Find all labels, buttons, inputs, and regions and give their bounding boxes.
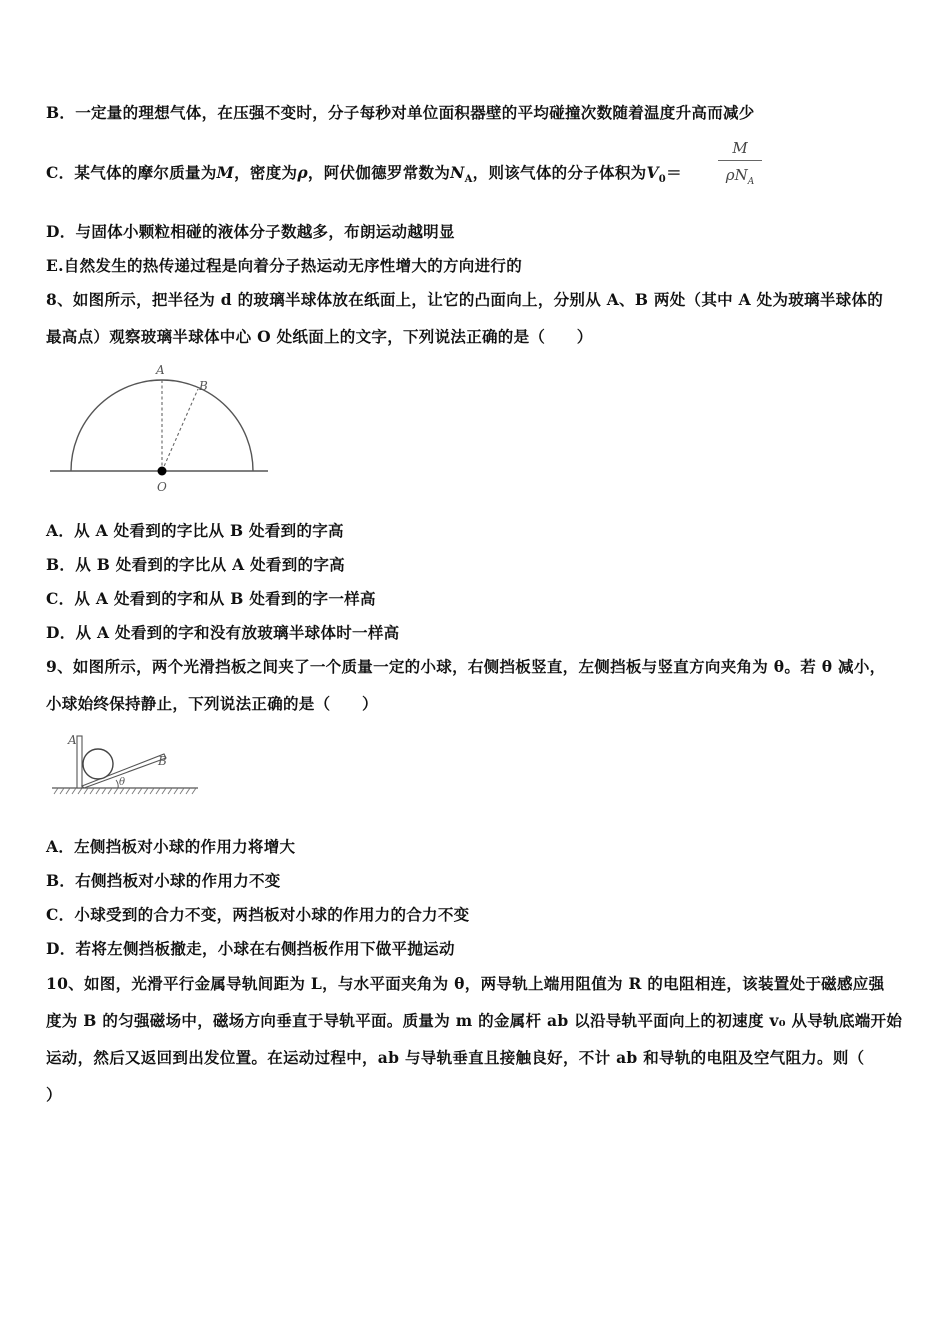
q9-option-b: B．右侧挡板对小球的作用力不变 <box>46 871 281 890</box>
q7-option-c <box>46 161 682 185</box>
q7-option-c-text3: ，则该气体的分子体积为 <box>472 163 647 182</box>
q7-option-b: B．一定量的理想气体，在压强不变时，分子每秒对单位面积器壁的平均碰撞次数随着温度升高而减少 <box>46 103 755 122</box>
q9-ball-between-boards-figure <box>46 728 206 800</box>
fraction-denominator <box>718 165 762 192</box>
q7-molar-mass-symbol: M <box>216 163 235 182</box>
q10-stem-line3: 运动，然后又返回到出发位置。在运动过程中，ab 与导轨垂直且接触良好，不计 ab 和导轨的电阻及空气阻力。则（ <box>46 1048 865 1067</box>
label-b: B <box>199 379 208 393</box>
q9-stem-line1: 9、如图所示，两个光滑挡板之间夹了一个质量一定的小球，右侧挡板竖直，左侧挡板与竖直方向夹角为 θ。若 θ 减小， <box>46 657 886 676</box>
q10-stem-line1: 10、如图，光滑平行金属导轨间距为 L，与水平面夹角为 θ，两导轨上端用阻值为 R 的电阻相连，该装置处于磁感应强 <box>46 974 885 993</box>
label-a: A <box>156 363 165 377</box>
angle-arc <box>116 780 118 788</box>
q10-stem-line2: 度为 B 的匀强磁场中，磁场方向垂直于导轨平面。质量为 m 的金属杆 ab 以沿导轨平面向上的初速度 v₀ 从导轨底端开始 <box>46 1011 903 1030</box>
q7-option-d: D．与固体小颗粒相碰的液体分子数越多，布朗运动越明显 <box>46 222 455 241</box>
ball <box>83 749 113 779</box>
label-b: B <box>158 754 167 768</box>
q7-avogadro-sub: A <box>464 174 473 186</box>
q7-option-c-text2: ，阿伏伽德罗常数为 <box>307 163 451 182</box>
q9-option-d: D．若将左侧挡板撤走，小球在右侧挡板作用下做平抛运动 <box>46 939 455 958</box>
q7-option-c-text1: ，密度为 <box>234 163 298 182</box>
q8-stem-line2: 最高点）观察玻璃半球体中心 O 处纸面上的文字，下列说法正确的是（ ） <box>46 327 593 346</box>
q8-option-a: A．从 A 处看到的字比从 B 处看到的字高 <box>46 521 344 540</box>
fraction-numerator: M <box>732 139 748 157</box>
q9-option-a: A．左侧挡板对小球的作用力将增大 <box>46 837 296 856</box>
q8-option-d: D．从 A 处看到的字和没有放玻璃半球体时一样高 <box>46 623 400 642</box>
q7-option-c-prefix: C．某气体的摩尔质量为 <box>46 163 217 182</box>
ground-hatching <box>54 788 196 794</box>
q8-hemisphere-figure <box>46 360 276 495</box>
q7-volume-sub: 0 <box>658 174 667 186</box>
vertical-board <box>77 736 82 788</box>
q7-volume-fraction <box>718 138 762 190</box>
center-point-o <box>158 467 167 476</box>
q8-option-b: B．从 B 处看到的字比从 A 处看到的字高 <box>46 555 345 574</box>
q8-stem-line1: 8、如图所示，把半径为 d 的玻璃半球体放在纸面上，让它的凸面向上，分别从 A、B 两处（其中 A 处为玻璃半球体的 <box>46 290 884 309</box>
dashed-line-ob <box>162 389 198 471</box>
q7-option-e: E.自然发生的热传递过程是向着分子热运动无序性增大的方向进行的 <box>46 256 523 275</box>
q10-stem-line4: ） <box>46 1085 62 1104</box>
fraction-denominator-sub: A <box>747 177 755 187</box>
q7-avogadro-symbol: N <box>450 163 465 182</box>
q7-volume-symbol: V <box>646 163 659 182</box>
q7-density-symbol: ρ <box>297 163 308 182</box>
q9-option-c: C．小球受到的合力不变，两挡板对小球的作用力的合力不变 <box>46 905 470 924</box>
q9-stem-line2: 小球始终保持静止，下列说法正确的是（ ） <box>46 694 378 713</box>
label-theta: θ <box>119 777 126 788</box>
label-o: O <box>157 480 167 494</box>
label-a: A <box>68 733 77 747</box>
fraction-bar <box>718 160 762 161</box>
fraction-denominator-main: ρN <box>725 166 748 184</box>
q7-equals-sign: ＝ <box>666 163 682 182</box>
q8-option-c: C．从 A 处看到的字和从 B 处看到的字一样高 <box>46 589 376 608</box>
